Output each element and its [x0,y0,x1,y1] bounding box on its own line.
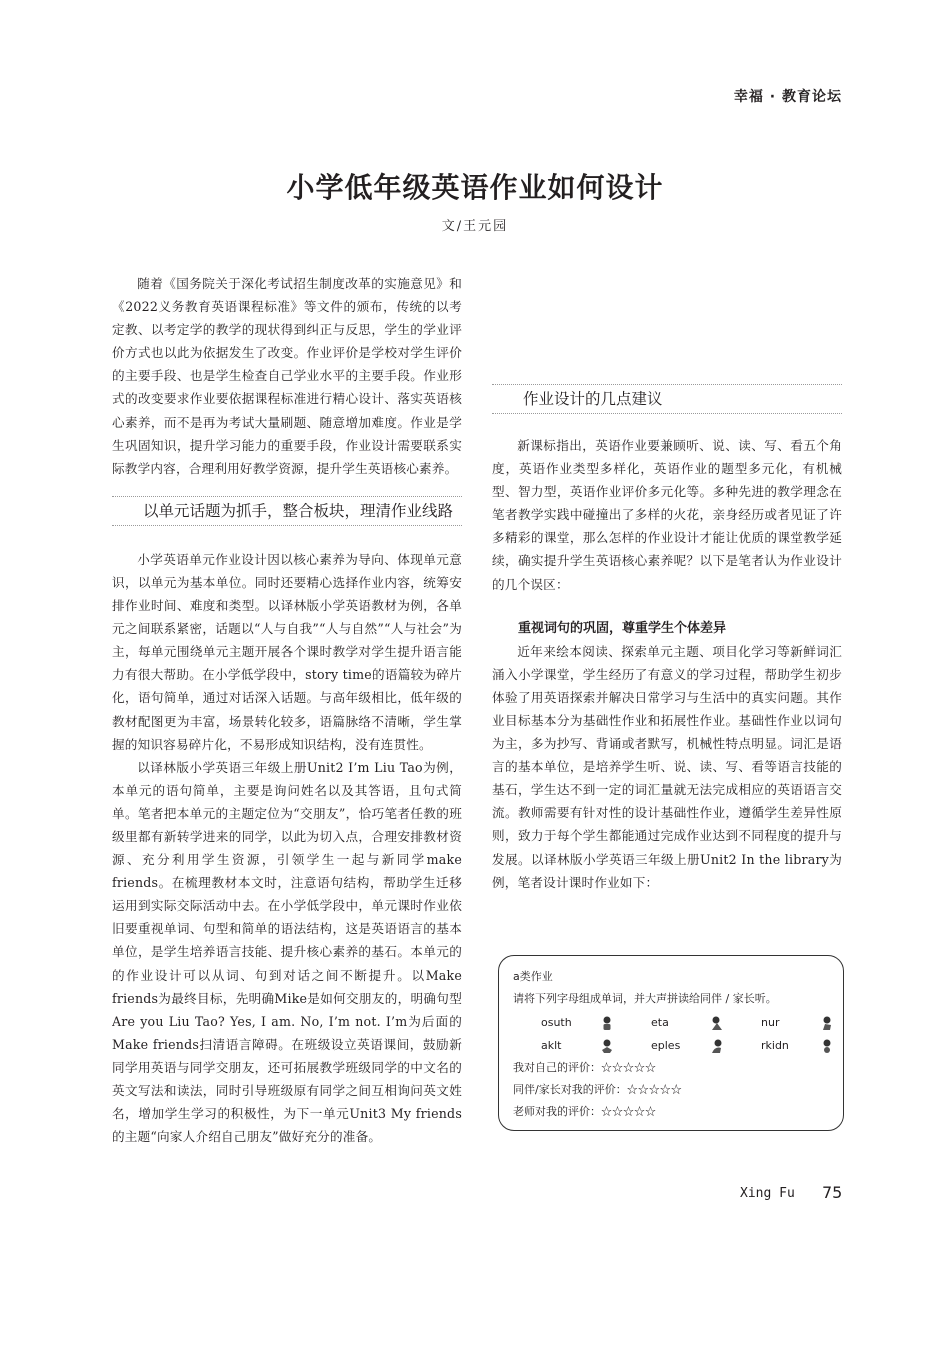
section1-paragraph-1: 小学英语单元作业设计因以核心素养为导向、体现单元意识，以单元为基本单位。同时还要精心选择作业内容，统筹安排作业时间、难度和类型。以译林版小学英语教材为例，各单元之间联系紧密，话题以“人与自我”“人与自然”“人与社会”为主，每单元围绕单元主题开展各个课时教学对学生提升语言能力有很大帮助。在小学低学段中，story time的语篇较为碎片化，语句简单，通过对话深入话题。与高年级相比，低年级的教材配图更为丰富，场景转化较多，语篇脉络不清晰，学生掌握的知识容易碎片化，不易形成知识结构，没有连贯性。 [112,551,462,752]
left-column [112,272,462,1346]
subsection-heading: 重视词句的巩固，尊重学生个体差异 [518,620,727,636]
homework-instruction: 请将下列字母组成单词，并大声拼读给同伴 / 家长听。 [513,992,777,1005]
scrambled-word: eples [651,1038,681,1052]
scrambled-word: aklt [541,1038,562,1052]
child-icon [599,1015,615,1031]
section2-heading: 作业设计的几点建议 [492,384,842,414]
child-icon [599,1038,615,1054]
right-column-top [492,272,842,364]
scrambled-word: rkidn [761,1038,789,1052]
section1-paragraph-2: 以译林版小学英语三年级上册Unit2 I’m Liu Tao为例，本单元的语句简单，主要是询问姓名以及其答语，且句式简单。笔者把本单元的主题定位为“交朋友”，恰巧笔者任教的班级里都有新转学进来的同学，以此为切入点，合理安排教材资源、充分利用学生资源，引领学生一起与新同学make friends。在梳理教材本文时，注意语句结构，帮助学生迁移运用到实际交际活动中去。在小学低学段中，单元课时作业依旧要重视单词、句型和简单的语法结构，这是英语语言的基本单位，是学生培养语言技能、提升核心素养的基石。本单元的的作业设计可以从词、句到对话之间不断提升。以Make friends为最终目标，先明确Mike是如何交朋友的，明确句型Are you Liu Tao? Yes, I am. No, I’m not. I’m为后面的Make friends扫清语言障碍。在班级设立英语课间，鼓励新同学用英语与同学交朋友，还可拓展教学班级同学的中文名的英文写法和读法，同时引导班级原有同学之间互相询问英文姓名，增加学生学习的积极性，为下一单元Unit3 My friends的主题“向家人介绍自己朋友”做好充分的准备。 [112,759,462,1145]
intro-paragraph: 随着《国务院关于深化考试招生制度改革的实施意见》和《2022义务教育英语课程标准》等文件的颁布，传统的以考定教、以考定学的教学的现状得到纠正与反思，学生的学业评价方式也以此为依据发生了改变。作业评价是学校对学生评价的主要手段、也是学生检查自己学业水平的主要手段。作业形式的改变要求作业要依据课程标准进行精心设计、落实英语核心素养，而不是再为考试大量刷题、随意增加难度。作业是学生巩固知识，提升学习能力的重要手段，作业设计需要联系实际教学内容，合理利用好教学资源，提升学生英语核心素养。 [112,276,462,476]
scrambled-word: osuth [541,1015,572,1029]
word-item [651,1011,761,1034]
word-item [761,1034,871,1057]
word-item [541,1034,651,1057]
homework-box-title: a类作业 [513,970,553,983]
scrambled-word: eta [651,1015,669,1029]
word-item [761,1011,871,1034]
word-item [651,1034,761,1057]
section-tag: 幸福 · 教育论坛 [733,89,842,105]
child-icon [709,1015,725,1031]
right-column [492,272,842,894]
peer-evaluation: 同伴/家长对我的评价：☆☆☆☆☆ [513,1083,682,1096]
word-item [541,1011,651,1034]
section1-heading: 以单元话题为抓手，整合板块，理清作业线路 [112,496,462,526]
child-icon [819,1015,835,1031]
footer-journal-name: Xing Fu [740,1186,795,1201]
subsection-paragraph-1: 近年来绘本阅读、探索单元主题、项目化学习等新鲜词汇涌入小学课堂，学生经历了有意义的学习过程，帮助学生初步体验了用英语探索并解决日常学习与生活中的真实问题。其作业目标基本分为基础性作业和拓展性作业。基础性作业以词句为主，多为抄写、背诵或者默写，机械性特点明显。词汇是语言的基本单位，是培养学生听、说、读、写、看等语言技能的基石，学生达不到一定的词汇量就无法完成相应的英语语言交流。教师需要有针对性的设计基础性作业，遵循学生差异性原则，致力于每个学生都能通过完成作业达到不同程度的提升与发展。以译林版小学英语三年级上册Unit2 In the library为例，笔者设计课时作业如下： [492,643,842,890]
child-icon [709,1038,725,1054]
section2-paragraph-1: 新课标指出，英语作业要兼顾听、说、读、写、看五个角度，英语作业类型多样化，英语作业的题型多元化，有机械型、智力型，英语作业评价多元化等。多种先进的教学理念在笔者教学实践中碰撞出了多样的火花，亲身经历或者见证了许多精彩的课堂，那么怎样的作业设计才能让优质的课堂教学延续，确实提升学生英语核心素养呢？以下是笔者认为作业设计的几个误区： [492,438,842,592]
homework-box [498,955,844,1131]
article-title: 小学低年级英语作业如何设计 [286,171,664,204]
footer-page-number: 75 [822,1183,843,1202]
teacher-evaluation: 老师对我的评价：☆☆☆☆☆ [513,1105,656,1118]
scrambled-word: nur [761,1015,780,1029]
self-evaluation: 我对自己的评价：☆☆☆☆☆ [513,1061,656,1074]
scrambled-word-grid [541,1011,829,1057]
child-icon [819,1038,835,1054]
article-byline: 文/王元园 [441,219,509,234]
